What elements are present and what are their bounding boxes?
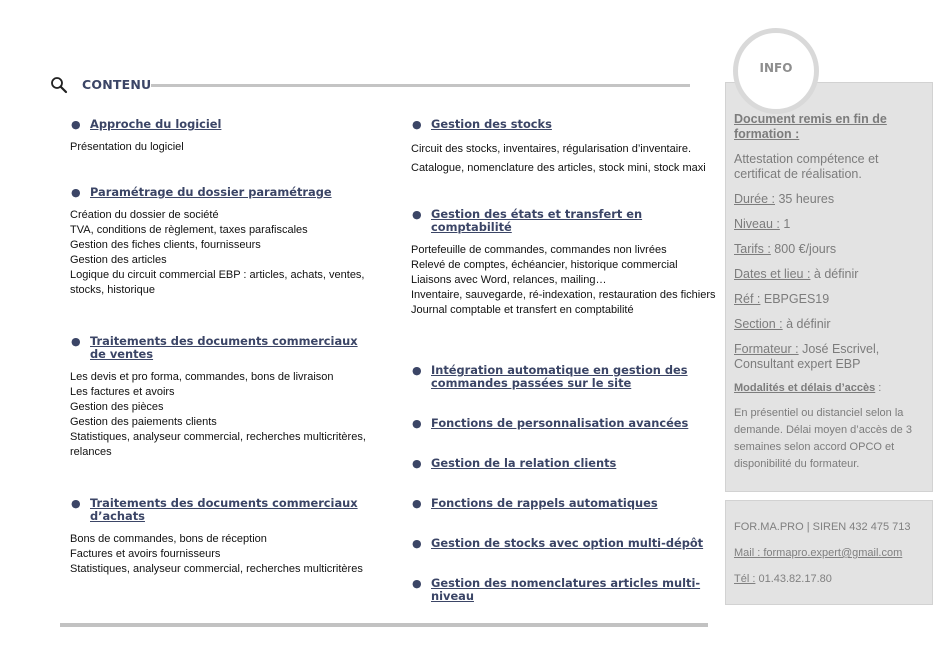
text-line: Logique du circuit commercial EBP : articles, achats, ventes, stocks, historique [70, 269, 365, 296]
section-personnalisation [411, 417, 716, 430]
modalites-text: En présentiel ou distanciel selon la demande. Délai moyen d’accès de 3 semaines selon accord OPCO et disponibilité du formateur. [734, 407, 912, 470]
text-line: Gestion des pièces [70, 401, 164, 413]
bullet-icon: ● [412, 208, 422, 221]
text-line: Gestion des paiements clients [70, 416, 217, 428]
section-lines [70, 532, 375, 577]
text-line: Statistiques, analyseur commercial, recherches multicritères [70, 563, 363, 575]
text-line: Bons de commandes, bons de réception [70, 533, 267, 545]
bullet-icon: ● [71, 118, 81, 131]
section-lines [70, 140, 375, 155]
section-heading: ● Gestion de la relation clients [412, 456, 617, 470]
section-multi-depot [411, 537, 716, 550]
info-content [734, 112, 924, 473]
text-line: Statistiques, analyseur commercial, recherches multicritères, relances [70, 431, 366, 458]
dates-row: Dates et lieu : à définir [734, 267, 859, 281]
bullet-icon: ● [71, 497, 81, 510]
tel-row: Tél : 01.43.82.17.80 [734, 573, 832, 585]
left-column [70, 118, 375, 577]
section-heading: ● Fonctions de rappels automatiques [412, 496, 658, 510]
section-nomenclatures [411, 577, 716, 603]
section-stocks [411, 118, 716, 178]
section-title: CONTENU [82, 77, 152, 92]
section-lines [411, 243, 716, 318]
text-line: Gestion des articles [70, 254, 167, 266]
text-line: Circuit des stocks, inventaires, régularisation d’inventaire. [411, 143, 692, 155]
bullet-icon: ● [71, 186, 81, 199]
section-relation-clients [411, 457, 716, 470]
text-line: Catalogue, nomenclature des articles, stock mini, stock maxi [411, 162, 706, 174]
info-badge: INFO [733, 28, 819, 114]
content-header [50, 74, 690, 98]
section-heading: ● Gestion des stocks [412, 117, 552, 131]
formateur-row: Formateur : José Escrivel, Consultant expert EBP [734, 342, 880, 371]
text-line: Liaisons avec Word, relances, mailing… [411, 274, 607, 286]
text-line: TVA, conditions de règlement, taxes parafiscales [70, 224, 308, 236]
doc-title: Document remis en fin de formation : [734, 112, 887, 141]
search-icon [50, 76, 68, 94]
company-line: FOR.MA.PRO | SIREN 432 475 713 [734, 521, 911, 533]
section-heading: ● Fonctions de personnalisation avancées [412, 416, 689, 430]
footer-content [734, 520, 929, 586]
section-achats [70, 497, 375, 577]
mail-link[interactable]: formapro.expert@gmail.com [760, 547, 903, 559]
right-column [411, 118, 716, 603]
text-line: Gestion des fiches clients, fournisseurs [70, 239, 261, 251]
doc-text: Attestation compétence et certificat de réalisation. [734, 152, 879, 181]
section-parametrage [70, 186, 375, 298]
text-line: Inventaire, sauvegarde, ré-indexation, restauration des fichiers [411, 289, 716, 301]
section-heading: ● Intégration automatique en gestion des commandes passées sur le site [412, 363, 688, 390]
text-line: Présentation du logiciel [70, 141, 184, 153]
section-lines [70, 208, 375, 298]
section-row: Section : à définir [734, 317, 831, 331]
section-lines [411, 140, 716, 178]
mail-row: Mail : formapro.expert@gmail.com [734, 547, 903, 559]
text-line: Relevé de comptes, échéancier, historique commercial [411, 259, 678, 271]
bullet-icon: ● [71, 335, 81, 348]
section-heading: ● Gestion de stocks avec option multi-dépôt [412, 536, 704, 550]
text-line: Les factures et avoirs [70, 386, 175, 398]
section-ventes [70, 335, 375, 460]
bullet-icon: ● [412, 577, 422, 590]
niveau-row: Niveau : 1 [734, 217, 791, 231]
modalites-row: Modalités et délais d’accès : [734, 382, 882, 394]
text-line: Factures et avoirs fournisseurs [70, 548, 221, 560]
section-etats [411, 208, 716, 318]
section-integration [411, 364, 716, 390]
section-heading: ● Paramétrage du dossier paramétrage [71, 185, 332, 199]
text-line: Les devis et pro forma, commandes, bons de livraison [70, 371, 334, 383]
bullet-icon: ● [412, 417, 422, 430]
section-heading: ● Traitements des documents commerciaux d’achats [71, 496, 358, 523]
bullet-icon: ● [412, 118, 422, 131]
text-line: Portefeuille de commandes, commandes non livrées [411, 244, 667, 256]
section-heading: ● Gestion des états et transfert en comptabilité [412, 207, 643, 234]
ref-row: Réf : EBPGES19 [734, 292, 830, 306]
bullet-icon: ● [412, 497, 422, 510]
header-rule [151, 84, 690, 87]
bullet-icon: ● [412, 537, 422, 550]
section-rappels [411, 497, 716, 510]
section-heading: ● Approche du logiciel [71, 117, 222, 131]
bullet-icon: ● [412, 457, 422, 470]
section-lines [70, 370, 375, 460]
bottom-rule [60, 623, 708, 627]
tarifs-row: Tarifs : 800 €/jours [734, 242, 837, 256]
bullet-icon: ● [412, 364, 422, 377]
text-line: Journal comptable et transfert en comptabilité [411, 304, 634, 316]
text-line: Création du dossier de société [70, 209, 219, 221]
duree-row: Durée : 35 heures [734, 192, 835, 206]
section-heading: ● Gestion des nomenclatures articles multi-niveau [412, 576, 701, 603]
section-heading: ● Traitements des documents commerciaux de ventes [71, 334, 358, 361]
section-approche [70, 118, 375, 155]
